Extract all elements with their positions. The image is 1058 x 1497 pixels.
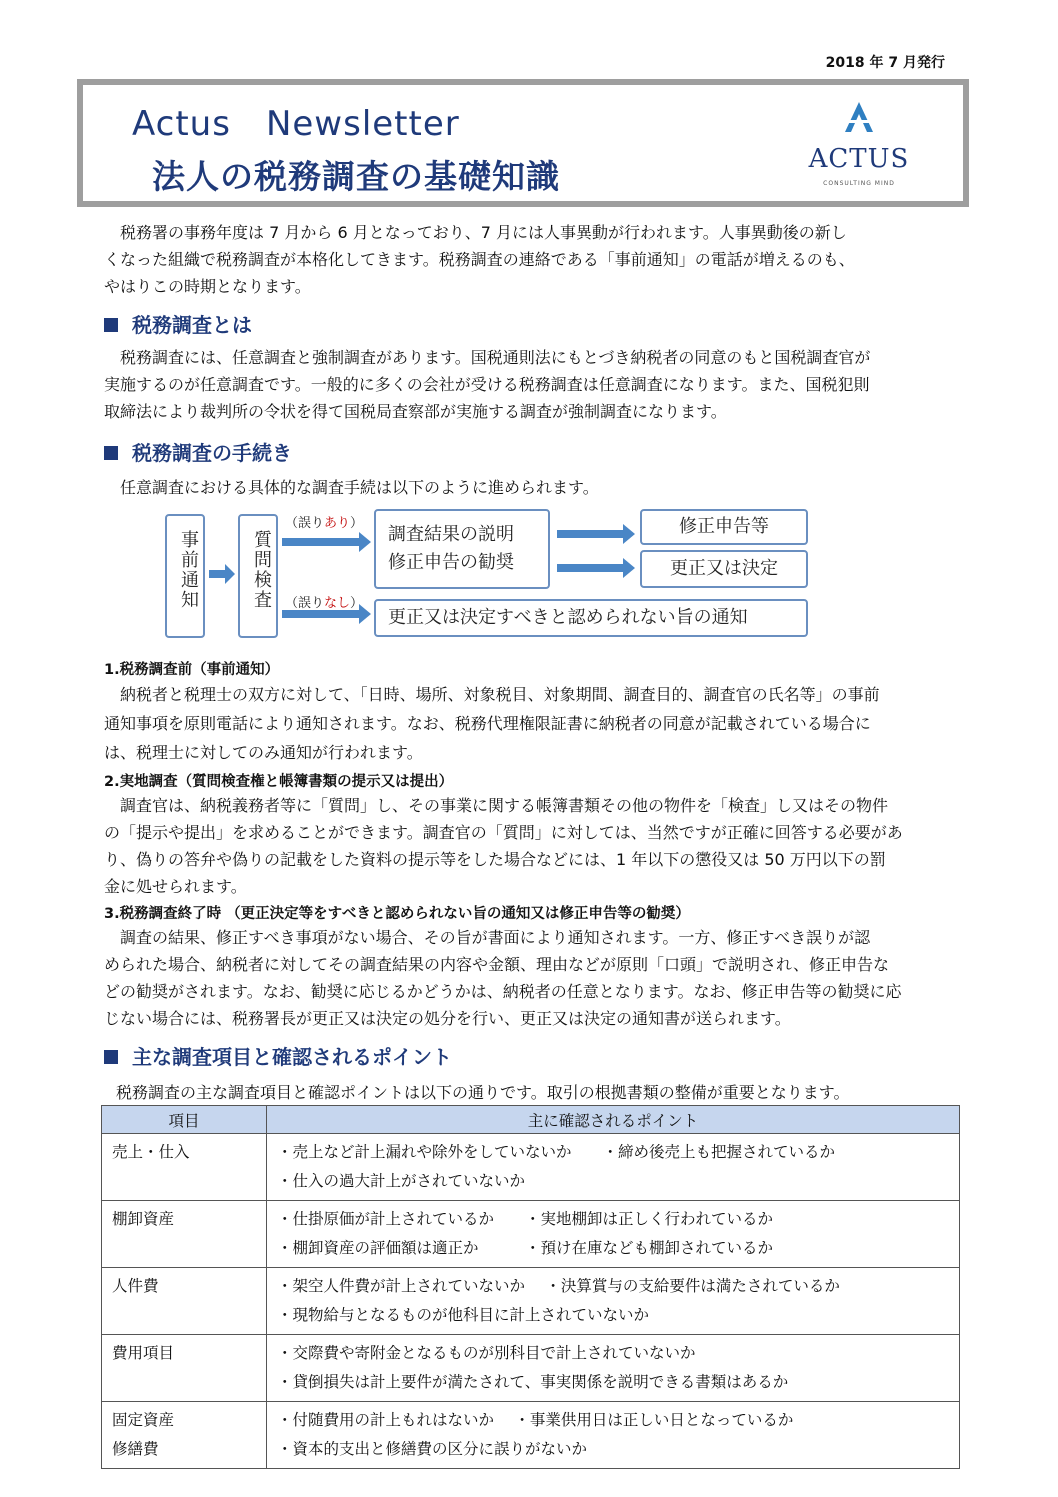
square-bullet-icon — [104, 318, 118, 332]
label-prefix: （誤り — [285, 516, 325, 531]
section-heading-text: 税務調査とは — [132, 313, 252, 337]
label-prefix: （誤り — [285, 596, 325, 611]
step3-title: 3.税務調査終了時 （更正決定等をすべきと認められない旨の通知又は修正申告等の勧奨） — [104, 906, 690, 922]
section1-line: 取締法により裁判所の令状を得て国税局査察部が実施する調査が強制調査になります。 — [104, 402, 727, 421]
cell-line: 固定資産 — [112, 1411, 175, 1429]
table-row — [102, 1268, 960, 1335]
flow-box-label: 事前通知 — [178, 530, 199, 610]
section-heading-procedure — [104, 437, 292, 466]
table-row — [102, 1402, 960, 1469]
cell-line: 修繕費 — [112, 1440, 159, 1458]
flow-box-no-correction-notice: 更正又は決定すべきと認められない旨の通知 — [374, 599, 808, 637]
issue-date: 2018 年 7 月発行 — [825, 55, 945, 71]
section3-lead: 税務調査の主な調査項目と確認ポイントは以下の通りです。取引の根拠書類の整備が重要となります。 — [116, 1083, 850, 1102]
table-cell-item — [102, 1402, 267, 1469]
table-cell-points — [267, 1268, 960, 1335]
section1-paragraph — [104, 344, 974, 425]
step1-title: 1.税務調査前（事前通知） — [104, 662, 280, 678]
flow-box-label: 質問検査 — [251, 530, 272, 610]
table-cell-item — [102, 1201, 267, 1268]
step2-line: り、偽りの答弁や偽りの記載をした資料の提示等をした場合などには、1 年以下の懲役又は 50 万円以下の罰 — [104, 850, 886, 869]
label-suffix: ） — [350, 516, 364, 531]
step1-paragraph — [104, 680, 974, 767]
cell-line: 棚卸資産 — [112, 1210, 175, 1228]
arrow-right-icon — [209, 564, 235, 584]
logo-mark-icon — [839, 98, 879, 138]
actus-logo — [800, 96, 918, 196]
table-row — [102, 1134, 960, 1201]
cell-line: ・仕入の過大計上がされていないか — [277, 1172, 526, 1190]
step2-line: 金に処せられます。 — [104, 877, 247, 896]
table-cell-item — [102, 1134, 267, 1201]
step3-line: められた場合、納税者に対してその調査結果の内容や金額、理由などが原則「口頭」で説明され、修正申告な — [104, 955, 889, 974]
label-red: なし — [324, 596, 351, 611]
table-cell-points — [267, 1402, 960, 1469]
flow-box-amended-return: 修正申告等 — [640, 509, 808, 545]
table-cell-points — [267, 1335, 960, 1402]
cell-line: ・現物給与となるものが他科目に計上されていないか — [277, 1306, 650, 1324]
cell-line: ・架空人件費が計上されていないか ・決算賞与の支給要件は満たされているか — [277, 1277, 840, 1295]
section-heading-text: 主な調査項目と確認されるポイント — [132, 1045, 452, 1069]
intro-line: くなった組織で税務調査が本格化してきます。税務調査の連絡である「事前通知」の電話が増えるのも、 — [104, 250, 855, 269]
flow-box-label: 調査結果の説明 — [388, 524, 514, 545]
table-header-cell: 項目 — [102, 1106, 267, 1134]
intro-paragraph — [104, 219, 974, 300]
label-suffix: ） — [350, 596, 364, 611]
procedure-flow-diagram — [165, 508, 815, 640]
table-row — [102, 1201, 960, 1268]
flow-box-label: 修正申告の勧奨 — [388, 552, 514, 573]
label-error-found — [285, 512, 363, 531]
step3-paragraph — [104, 924, 974, 1032]
logo-wordmark: ACTUS — [808, 144, 910, 174]
arrow-right-icon — [557, 524, 635, 544]
cell-line: ・付随費用の計上もれはないか ・事業供用日は正しい日となっているか — [277, 1411, 794, 1429]
flow-box-results — [374, 509, 550, 589]
arrow-right-icon — [282, 532, 371, 552]
step3-line: じない場合には、税務署長が更正又は決定の処分を行い、更正又は決定の通知書が送られます。 — [104, 1009, 791, 1028]
audit-items-table — [101, 1105, 960, 1469]
cell-line: 費用項目 — [112, 1344, 175, 1362]
section-heading-audit-items — [104, 1041, 452, 1070]
step2-paragraph — [104, 792, 974, 900]
step2-line: 調査官は、納税義務者等に「質問」し、その事業に関する帳簿書類その他の物件を「検査」し又はその物件 — [120, 796, 889, 815]
step3-line: どの勧奨がされます。なお、勧奨に応じるかどうかは、納税者の任意となります。なお、修正申告等の勧奨に応 — [104, 982, 902, 1001]
step1-line: は、税理士に対してのみ通知が行われます。 — [104, 743, 423, 762]
square-bullet-icon — [104, 1050, 118, 1064]
cell-line: ・資本的支出と修繕費の区分に誤りがないか — [277, 1440, 588, 1458]
table-header-cell: 主に確認されるポイント — [267, 1106, 960, 1134]
cell-line: ・交際費や寄附金となるものが別科目で計上されていないか — [277, 1344, 696, 1362]
step1-line: 通知事項を原則電話により通知されます。なお、税務代理権限証書に納税者の同意が記載されている場合に — [104, 714, 871, 733]
table-cell-item — [102, 1268, 267, 1335]
step1-line: 納税者と税理士の双方に対して、「日時、場所、対象税目、対象期間、調査目的、調査官の氏名等」の事前 — [120, 685, 880, 704]
table-header-row — [102, 1106, 960, 1134]
cell-line: 人件費 — [112, 1277, 159, 1295]
newsletter-subtitle: 法人の税務調査の基礎知識 — [152, 157, 560, 196]
step3-line: 調査の結果、修正すべき事項がない場合、その旨が書面により通知されます。一方、修正すべき誤りが認 — [120, 928, 871, 947]
newsletter-title: Actus Newsletter — [132, 104, 460, 144]
table-row — [102, 1335, 960, 1402]
section1-line: 実施するのが任意調査です。一般的に多くの会社が受ける税務調査は任意調査になります。また、国税犯則 — [104, 375, 870, 394]
step2-line: の「提示や提出」を求めることができます。調査官の「質問」に対しては、当然ですが正確に回答する必要があ — [104, 823, 903, 842]
square-bullet-icon — [104, 446, 118, 460]
step2-title: 2.実地調査（質問検査権と帳簿書類の提示又は提出） — [104, 774, 454, 790]
arrow-right-icon — [557, 558, 635, 578]
cell-line: ・貸倒損失は計上要件が満たされて、事実関係を説明できる書類はあるか — [277, 1373, 789, 1391]
intro-line: 税務署の事務年度は 7 月から 6 月となっており、7 月には人事異動が行われます。人事異動後の新し — [120, 223, 847, 242]
cell-line: ・棚卸資産の評価額は適正か ・預け在庫なども棚卸されているか — [277, 1239, 774, 1257]
table-cell-points — [267, 1134, 960, 1201]
section-heading-text: 税務調査の手続き — [132, 441, 292, 465]
section-heading-tax-audit — [104, 309, 252, 338]
section2-lead: 任意調査における具体的な調査手続は以下のように進められます。 — [120, 478, 599, 497]
cell-line: ・仕掛原価が計上されているか ・実地棚卸は正しく行われているか — [277, 1210, 774, 1228]
cell-line: 売上・仕入 — [112, 1143, 190, 1161]
label-no-error — [285, 592, 363, 611]
section1-line: 税務調査には、任意調査と強制調査があります。国税通則法にもとづき納税者の同意のもと国税調査官が — [120, 348, 871, 367]
cell-line: ・売上など計上漏れや除外をしていないか ・締め後売上も把握されているか — [277, 1143, 836, 1161]
table-cell-points — [267, 1201, 960, 1268]
table-cell-item — [102, 1335, 267, 1402]
intro-line: やはりこの時期となります。 — [104, 277, 311, 296]
label-red: あり — [324, 516, 351, 531]
logo-tagline: CONSULTING MIND — [823, 180, 895, 187]
flow-box-correction: 更正又は決定 — [640, 550, 808, 588]
